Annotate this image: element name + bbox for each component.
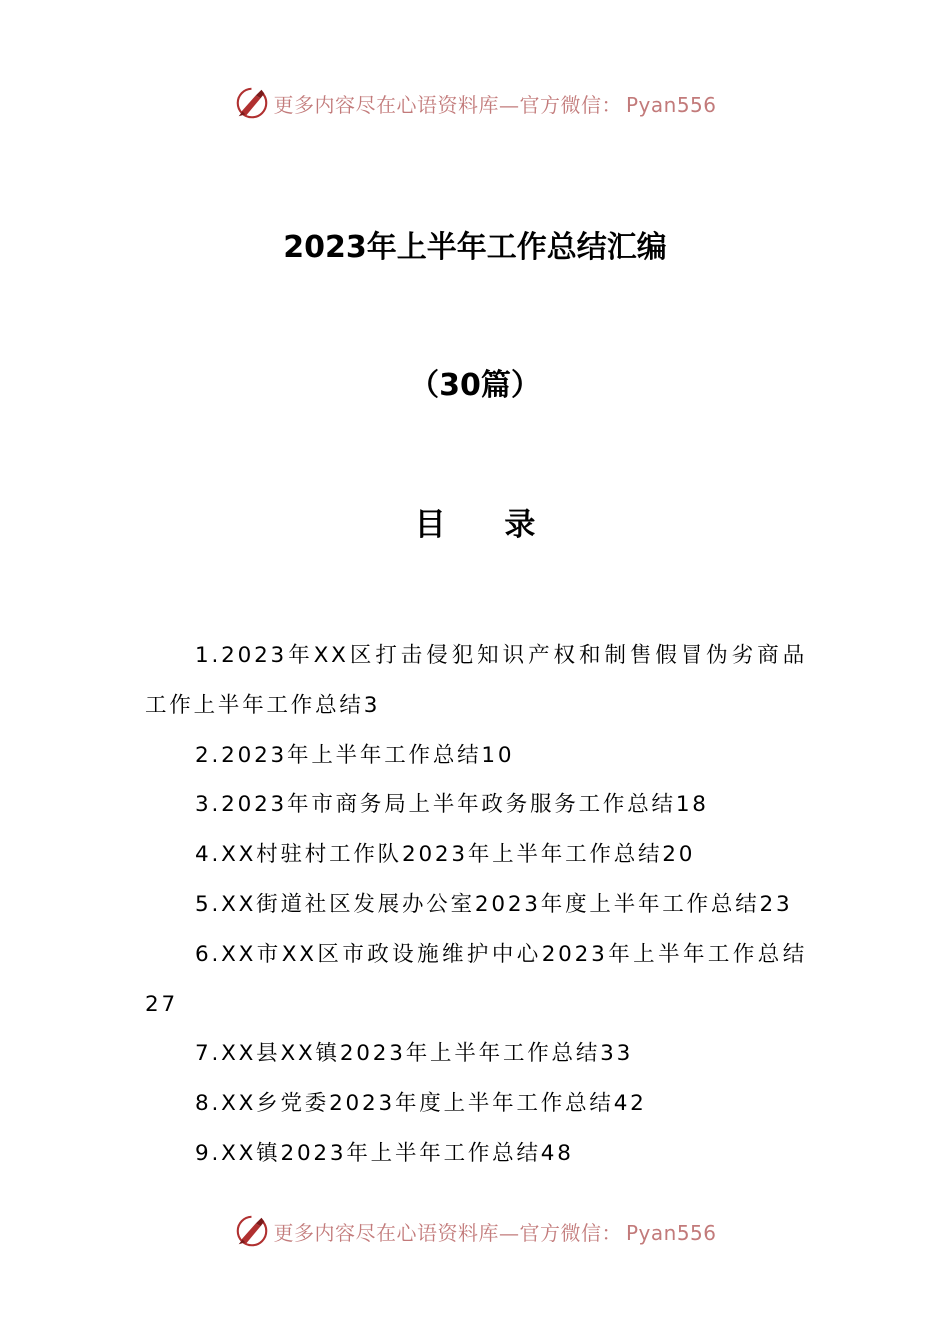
toc-item-3[interactable]: 3.2023年市商务局上半年政务服务工作总结18 [195,792,709,818]
toc-item-8[interactable]: 8.XX乡党委2023年度上半年工作总结42 [195,1091,647,1117]
banner-text [273,1217,716,1246]
toc-heading: 目 录 [414,507,560,543]
wechat-id: Pyan556 [625,92,717,117]
document-title: 2023年上半年工作总结汇编 [283,230,667,265]
banner-label: 更多内容尽在心语资料库—官方微信： [273,92,622,117]
toc-item-6[interactable]: 6.XX市XX区市政设施维护中心2023年上半年工作总结27 [145,941,807,1017]
toc-item-7[interactable]: 7.XX县XX镇2023年上半年工作总结33 [195,1041,634,1067]
banner-text [273,89,716,118]
header-banner [0,83,950,123]
pen-nib-logo-icon [233,84,271,122]
banner-label: 更多内容尽在心语资料库—官方微信： [273,1220,622,1245]
document-subtitle: （30篇） [409,368,541,403]
footer-banner [0,1211,950,1251]
toc-item-4[interactable]: 4.XX村驻村工作队2023年上半年工作总结20 [195,842,696,868]
toc-item-1[interactable]: 1.2023年XX区打击侵犯知识产权和制售假冒伪劣商品工作上半年工作总结3 [145,643,807,718]
toc-item-9[interactable]: 9.XX镇2023年上半年工作总结48 [195,1140,574,1166]
toc-item-2[interactable]: 2.2023年上半年工作总结10 [195,742,515,768]
wechat-id: Pyan556 [625,1220,717,1245]
toc-item-5[interactable]: 5.XX街道社区发展办公室2023年度上半年工作总结23 [195,891,793,917]
pen-nib-logo-icon [233,1212,271,1250]
table-of-contents [145,631,807,1179]
